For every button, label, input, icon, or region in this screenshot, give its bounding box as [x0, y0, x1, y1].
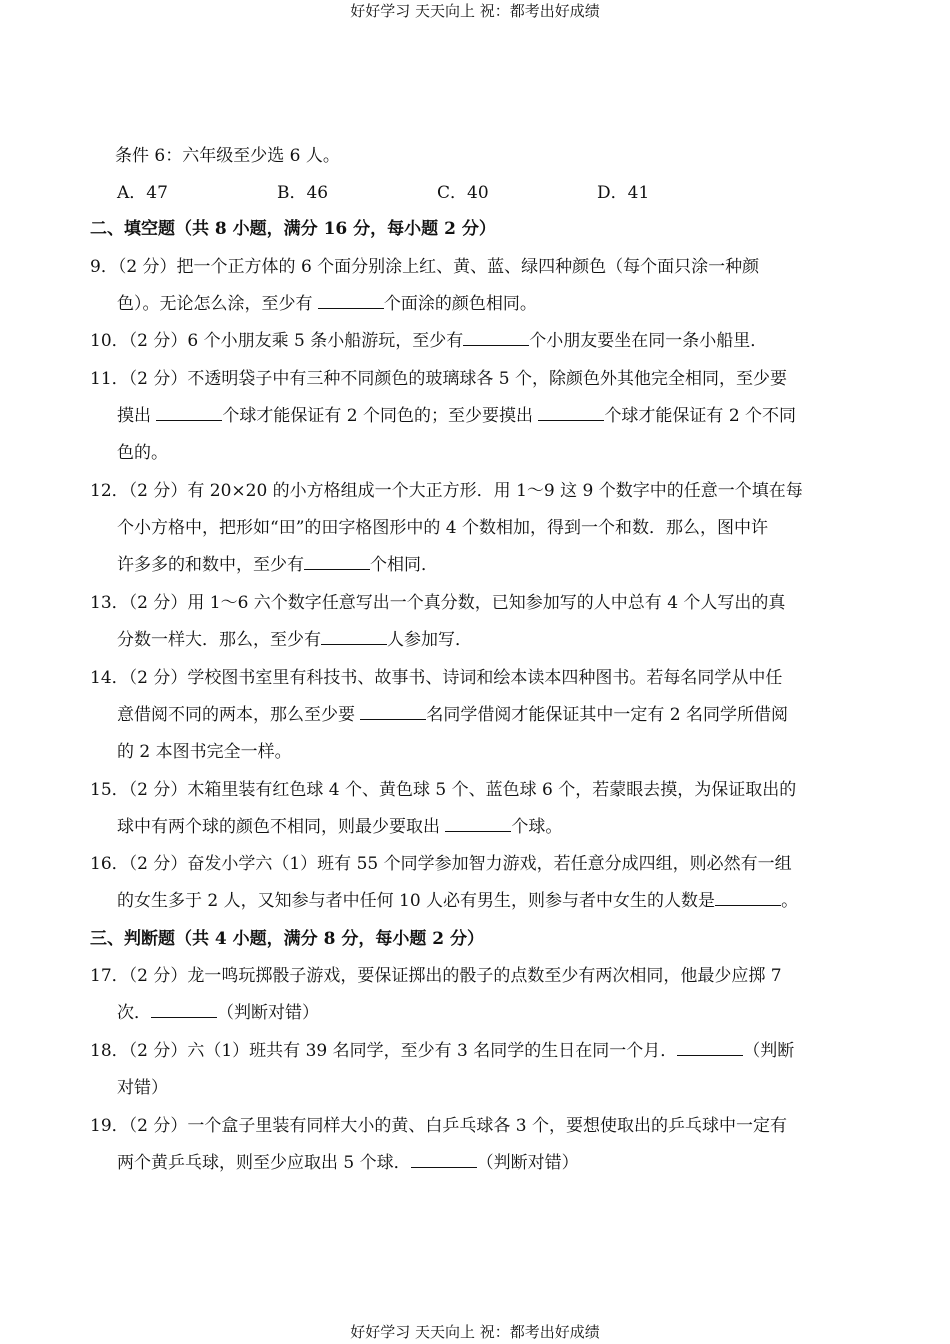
- answer-blank[interactable]: [318, 294, 384, 309]
- q18-line2: 对错）: [117, 1078, 168, 1098]
- q13-line1: 13．（2 分）用 1～6 六个数字任意写出一个真分数，已知参加写的人中总有 4 个人写出的真: [90, 593, 786, 613]
- q12-line3: 许多多的和数中，至少有 个相同．: [117, 555, 438, 575]
- q19-line2: 两个黄乒乓球，则至少应取出 5 个球． （判断对错）: [117, 1153, 579, 1173]
- answer-blank[interactable]: [677, 1041, 743, 1056]
- page-header: 好好学习 天天向上 祝：都考出好成绩: [350, 2, 600, 20]
- q14-line3: 的 2 本图书完全一样。: [117, 742, 292, 762]
- option-c: C．40: [437, 183, 489, 203]
- q17-line1: 17．（2 分）龙一鸣玩掷骰子游戏，要保证掷出的骰子的点数至少有两次相同，他最少应掷 7: [90, 966, 782, 986]
- q10-line1: 10．（2 分）6 个小朋友乘 5 条小船游玩，至少有 个小朋友要坐在同一条小船里．: [90, 331, 768, 351]
- option-d: D．41: [597, 183, 650, 203]
- q15-line2: 球中有两个球的颜色不相同，则最少要取出 个球。: [117, 817, 563, 837]
- answer-blank[interactable]: [156, 406, 222, 421]
- answer-blank[interactable]: [360, 705, 426, 720]
- answer-blank[interactable]: [411, 1153, 477, 1168]
- answer-blank[interactable]: [151, 1003, 217, 1018]
- option-a: A．47: [117, 183, 168, 203]
- q9-line2: 色）。无论怎么涂，至少有 个面涂的颜色相同。: [117, 294, 537, 314]
- answer-blank[interactable]: [538, 406, 604, 421]
- q8-options: [117, 182, 757, 204]
- q11-line1: 11．（2 分）不透明袋子中有三种不同颜色的玻璃球各 5 个，除颜色外其他完全相同，至少要: [90, 369, 787, 389]
- q11-line3: 色的。: [117, 443, 168, 463]
- q12-line2: 个小方格中，把形如“田”的田字格图形中的 4 个数相加，得到一个和数．那么，图中许: [117, 518, 769, 538]
- answer-blank[interactable]: [304, 555, 370, 570]
- q11-line2: 摸出 个球才能保证有 2 个同色的；至少要摸出 个球才能保证有 2 个不同: [117, 406, 797, 426]
- q13-line2: 分数一样大．那么，至少有 人参加写．: [117, 630, 472, 650]
- answer-blank[interactable]: [445, 817, 511, 832]
- answer-blank[interactable]: [463, 331, 529, 346]
- q17-line2: 次． （判断对错）: [117, 1003, 319, 1023]
- q19-line1: 19．（2 分）一个盒子里装有同样大小的黄、白乒乓球各 3 个，要想使取出的乒乓球中一定有: [90, 1116, 787, 1136]
- q16-line2: 的女生多于 2 人，又知参与者中任何 10 人必有男生，则参与者中女生的人数是 。: [117, 891, 799, 911]
- q14-line2: 意借阅不同的两本，那么至少要 名同学借阅才能保证其中一定有 2 名同学所借阅: [117, 705, 789, 725]
- q9-line1: 9．（2 分）把一个正方体的 6 个面分别涂上红、黄、蓝、绿四种颜色（每个面只涂一种颜: [90, 257, 760, 277]
- q12-line1: 12．（2 分）有 20×20 的小方格组成一个大正方形．用 1～9 这 9 个数字中的任意一个填在每: [90, 481, 803, 501]
- answer-blank[interactable]: [321, 630, 387, 645]
- condition-6: 条件 6：六年级至少选 6 人。: [115, 146, 340, 166]
- answer-blank[interactable]: [715, 891, 781, 906]
- q18-line1: 18．（2 分）六（1）班共有 39 名同学，至少有 3 名同学的生日在同一个月． （判断: [90, 1041, 795, 1061]
- page-footer: 好好学习 天天向上 祝：都考出好成绩: [350, 1323, 600, 1341]
- section-fill-heading: 二、填空题（共 8 小题，满分 16 分，每小题 2 分）: [90, 219, 496, 239]
- q15-line1: 15．（2 分）木箱里装有红色球 4 个、黄色球 5 个、蓝色球 6 个，若蒙眼去摸，为保证取出的: [90, 780, 797, 800]
- q14-line1: 14．（2 分）学校图书室里有科技书、故事书、诗词和绘本读本四种图书。若每名同学从中任: [90, 668, 783, 688]
- option-b: B．46: [277, 183, 329, 203]
- q16-line1: 16．（2 分）奋发小学六（1）班有 55 个同学参加智力游戏，若任意分成四组，则必然有一组: [90, 854, 792, 874]
- section-judge-heading: 三、判断题（共 4 小题，满分 8 分，每小题 2 分）: [90, 929, 484, 949]
